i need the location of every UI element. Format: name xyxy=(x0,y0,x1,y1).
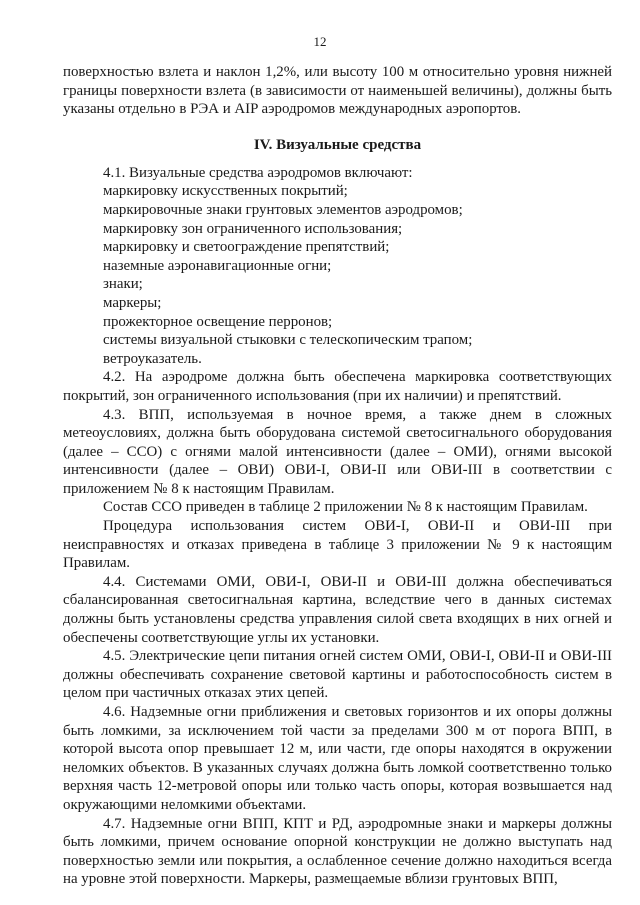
paragraph-4-2: 4.2. На аэродроме должна быть обеспечена маркировка соответствующих покрытий, зон ограниченного использования (при их наличии) и препятствий. xyxy=(63,369,612,404)
paragraph-4-3: 4.3. ВПП, используемая в ночное время, а также днем в сложных метеоусловиях, должна быть оборудована системой светосигнального оборудования (далее – ССО) с огнями малой интенсивности (далее – ОМИ), огнями высокой интенсивности (далее – ОВИ) ОВИ-I, ОВИ-II или ОВИ-III в соответствии с приложением № 8 к настоящим Правилам. xyxy=(63,406,612,497)
document-body xyxy=(63,63,612,889)
paragraph-sso-composition: Состав ССО приведен в таблице 2 приложении № 8 к настоящим Правилам. xyxy=(103,499,588,516)
list-item: ветроуказатель. xyxy=(103,350,202,367)
list-item: наземные аэронавигационные огни; xyxy=(103,257,332,274)
section-heading: IV. Визуальные средства xyxy=(253,136,422,153)
list-item: системы визуальной стыковки с телескопическим трапом; xyxy=(103,332,473,349)
visual-aids-list xyxy=(63,182,612,368)
paragraph-4-7: 4.7. Надземные огни ВПП, КПТ и РД, аэродромные знаки и маркеры должны быть ломкими, причем основание опорной конструкции не должно выступать над поверхностью земли или покрытия, а ослабленное сечение должно находиться всегда на уровне этой поверхности. Маркеры, размещаемые вблизи грунтовых ВПП, xyxy=(63,815,612,888)
paragraph-4-5: 4.5. Электрические цепи питания огней систем ОМИ, ОВИ-I, ОВИ-II и ОВИ-III должны обеспечивать сохранение световой картины и работоспособность систем в целом при частичных отказах этих цепей. xyxy=(63,648,612,702)
paragraph-procedure: Процедура использования систем ОВИ-I, ОВИ-II и ОВИ-III при неисправностях и отказах приведена в таблице 3 приложении № 9 к настоящим Правилам. xyxy=(63,518,612,572)
list-item: прожекторное освещение перронов; xyxy=(103,313,333,330)
list-item: маркировку зон ограниченного использования; xyxy=(103,220,403,237)
paragraph-4-4: 4.4. Системами ОМИ, ОВИ-I, ОВИ-II и ОВИ-III должна обеспечиваться сбалансированная светосигнальная картина, вследствие чего в данных системах должны быть установлены средства управления силой света входящих в них огней и обеспечены соответствующие углы их установки. xyxy=(63,573,612,646)
list-item: маркеры; xyxy=(103,294,162,311)
list-item: знаки; xyxy=(103,276,143,293)
intro-paragraph: поверхностью взлета и наклон 1,2%, или высоту 100 м относительно уровня нижней границы поверхности взлета (в зависимости от наименьшей величины), должны быть указаны отдельно в РЭА и AIP аэродромов международных аэропортов. xyxy=(63,64,612,118)
paragraph-4-6: 4.6. Надземные огни приближения и световых горизонтов и их опоры должны быть ломкими, за исключением той части за пределами 300 м от порога ВПП, в которой высота опор превышает 12 м, или части, где опоры находятся в окружении неломких объектов. В указанных случаях должна быть ломкой соответственно только верхняя часть 12-метровой опоры или только часть опоры, которая возвышается над окружающими неломкими объектами. xyxy=(63,704,612,813)
paragraph-4-1: 4.1. Визуальные средства аэродромов включают: xyxy=(103,164,413,181)
list-item: маркировку искусственных покрытий; xyxy=(103,183,348,200)
list-item: маркировочные знаки грунтовых элементов аэродромов; xyxy=(103,201,463,218)
page-number: 12 xyxy=(313,34,327,49)
list-item: маркировку и светоограждение препятствий; xyxy=(103,239,390,256)
